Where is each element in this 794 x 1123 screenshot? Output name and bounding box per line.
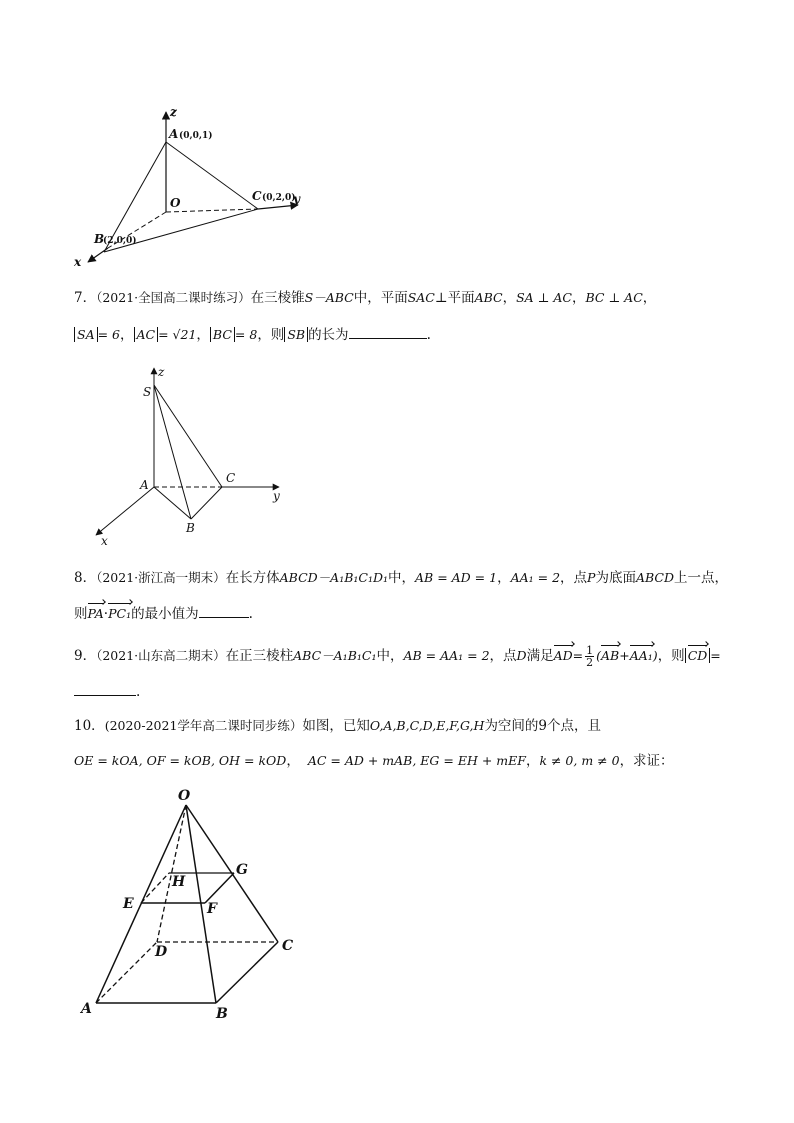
fig3-edge-oa (96, 805, 186, 1003)
q7-number: 7． (74, 290, 97, 306)
q8-cond-2: AA₁ = 2 (510, 570, 561, 585)
q10-text: 为空间的9个点，且 (484, 718, 602, 734)
q7-text: ，则 (257, 327, 285, 343)
q8-base: ABCD (635, 570, 674, 585)
fig1-label-o: O (170, 196, 181, 210)
fig2-label-x: x (101, 534, 108, 548)
q8-text: ，点 (560, 570, 588, 586)
q9-eq2: = (710, 648, 721, 663)
q7-text: 的长为 (308, 327, 349, 343)
fig3-label-c: C (282, 938, 294, 954)
q8-p: P (587, 570, 596, 585)
q8-end: . (248, 606, 253, 622)
q8-text: 的最小值为 (131, 606, 199, 622)
q7-perp: ⊥ (434, 290, 448, 306)
fig3-label-o: O (178, 788, 191, 804)
fig3-label-g: G (236, 862, 248, 878)
q9-vec-ad: AD (553, 648, 573, 663)
fig3-label-e: E (123, 896, 134, 912)
q10-comma: ， (525, 753, 540, 769)
q8-box: ABCD－A₁B₁C₁D₁ (279, 570, 389, 585)
q7-cond-1: SA ⊥ AC (516, 290, 572, 305)
fig1-label-y: y (293, 192, 300, 206)
q10-text: ，求证： (619, 753, 674, 769)
q8-dot: · (103, 606, 109, 622)
q9-d: D (516, 648, 527, 663)
q8-text: 则 (74, 606, 88, 622)
q9-text: 在正三棱柱 (225, 648, 294, 664)
q7-ac: AC (134, 327, 159, 342)
fig1-label-b: B (94, 232, 105, 246)
q7-cond-2: BC ⊥ AC (585, 290, 643, 305)
q9-paren: ( (596, 648, 602, 663)
q7-ac-val: = √21 (158, 327, 197, 342)
q7-text: 平面 (447, 290, 475, 306)
q9-paren: ) (652, 648, 658, 663)
q9-text: 满足 (526, 648, 554, 664)
fig2-label-y: y (273, 489, 280, 503)
q9-vec-ab: AB (601, 648, 620, 663)
q7-bc-val: = 8 (234, 327, 258, 342)
q8-text: 上一点， (673, 570, 728, 586)
q7-sa-val: = 6 (97, 327, 120, 342)
q9-end: . (136, 684, 141, 700)
q8-text: 中， (388, 570, 416, 586)
fig2-label-s: S (143, 385, 152, 399)
fig3-edge-ad (96, 942, 157, 1003)
fig3-edge-bc (216, 942, 278, 1003)
q9-text: 中， (376, 648, 404, 664)
q8-source: （2021·浙江高一期末） (96, 570, 226, 585)
fig2-label-a: A (140, 478, 149, 492)
fig1-label-z: z (170, 105, 177, 119)
fig3-label-b: B (216, 1006, 228, 1022)
fig1-label-c: C (252, 189, 262, 203)
q9-text: ，则 (657, 648, 685, 664)
q9-number: 9． (74, 648, 97, 664)
q10-text: 如图，已知 (302, 718, 370, 734)
q7-source: （2021·全国高二课时练习） (96, 290, 251, 305)
q9-source: （2021·山东高二期末） (96, 648, 226, 663)
fig1-label-x: x (74, 255, 82, 269)
q8-vec-pc1: PC₁ (108, 606, 132, 621)
q10-source: (2020-2021学年高二课时同步练） (104, 718, 303, 733)
fig3-edge-eh (141, 873, 169, 903)
q7-comma: ， (120, 327, 134, 343)
fig2-label-z: z (158, 365, 165, 379)
q7-comma: ， (571, 290, 586, 306)
q10-eq-3: k ≠ 0, m ≠ 0 (539, 753, 620, 768)
q10-comma: ， (286, 753, 300, 769)
q8-comma: ， (497, 570, 511, 586)
q9-prism: ABC－A₁B₁C₁ (293, 648, 377, 663)
fig1-label-c-coord: (0,2,0) (262, 193, 296, 203)
q9-half-num: 1 (586, 644, 594, 657)
q8-text: 为底面 (595, 570, 636, 586)
fig3-label-h: H (172, 874, 186, 890)
fig3-edge-fg (205, 873, 234, 903)
q9-text: ，点 (489, 648, 517, 664)
q9-vec-aa1: AA₁ (629, 648, 653, 663)
fig1-label-a-coord: (0,0,1) (179, 131, 213, 141)
q9-cond: AB = AA₁ = 2 (403, 648, 490, 663)
q10-eq-2: AC = AD + mAB, EG = EH + mEF (307, 753, 526, 768)
fig1-label-b-coord: (2,0,0) (103, 236, 137, 246)
q7-comma: ， (196, 327, 210, 343)
q7-tetra: S－ABC (304, 290, 354, 305)
fig3-label-a: A (81, 1001, 92, 1017)
q7-text: 中，平面 (353, 290, 408, 306)
q7-sb: SB (284, 327, 308, 342)
fig2-label-c: C (226, 471, 236, 485)
q7-plane1: SAC (407, 290, 435, 305)
q7-comma: ， (642, 290, 657, 306)
q10-eq-1: OE = kOA, OF = kOB, OH = kOD (74, 753, 287, 768)
fig3-label-d: D (155, 944, 168, 960)
q10-number: 10． (74, 718, 105, 734)
fig1-label-a: A (169, 127, 179, 141)
q8-cond-1: AB = AD = 1 (415, 570, 498, 585)
fig2-label-b: B (186, 521, 195, 535)
q9-plus: + (619, 648, 630, 663)
q7-comma: ， (502, 290, 517, 306)
q9-vec-cd: CD (687, 648, 708, 663)
q7-sa: SA (74, 327, 98, 342)
q7-plane2: ABC (474, 290, 503, 305)
q8-text: 在长方体 (225, 570, 280, 586)
q8-vec-pa: PA (87, 606, 104, 621)
q9-eq: = (572, 648, 584, 663)
q7-bc: BC (210, 327, 235, 342)
q7-text: 在三棱锥 (250, 290, 305, 306)
q8-number: 8． (74, 570, 97, 586)
q7-end: . (426, 327, 431, 343)
q10-points: O,A,B,C,D,E,F,G,H (369, 718, 485, 733)
fig3-label-f: F (207, 901, 217, 917)
q9-half-den: 2 (586, 656, 594, 669)
